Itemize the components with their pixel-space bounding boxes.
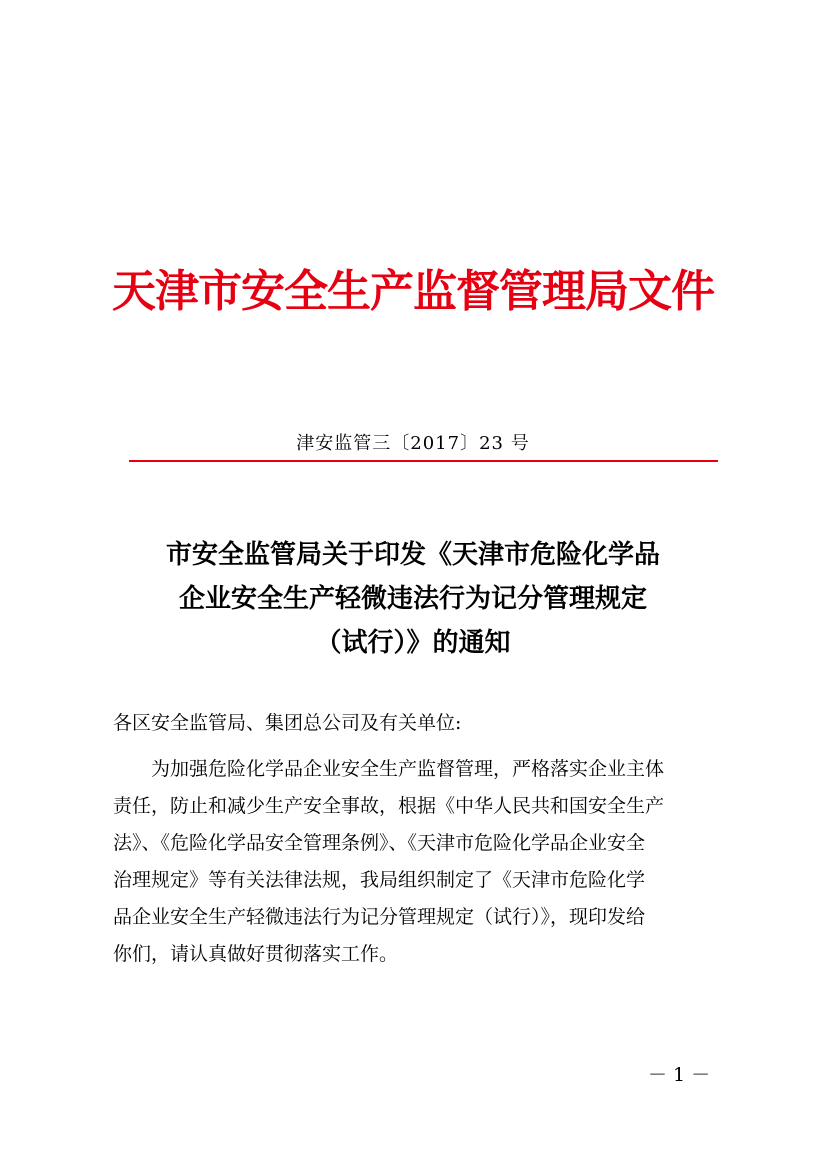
issuer-title: 天津市安全生产监督管理局文件 <box>112 266 714 317</box>
notice-title-line: 企业安全生产轻微违法行为记分管理规定 <box>178 584 647 614</box>
body-line: 为加强危险化学品企业安全生产监督管理，严格落实企业主体 <box>151 758 665 780</box>
notice-title-line: （试行）》的通知 <box>315 628 511 658</box>
red-divider-line <box>129 460 718 462</box>
salutation: 各区安全监管局、集团总公司及有关单位: <box>113 712 462 734</box>
body-line: 责任，防止和减少生产安全事故，根据《中华人民共和国安全生产 <box>113 795 665 817</box>
body-line: 你们，请认真做好贯彻落实工作。 <box>113 943 399 965</box>
body-line: 法》、《危险化学品安全管理条例》、《天津市危险化学品企业安全 <box>113 832 646 854</box>
notice-title <box>0 533 826 665</box>
notice-body <box>113 751 725 973</box>
body-line: 品企业安全生产轻微违法行为记分管理规定（试行）》，现印发给 <box>113 906 646 928</box>
body-line: 治理规定》等有关法律法规，我局组织制定了《天津市危险化学 <box>113 869 646 891</box>
notice-title-line: 市安全监管局关于印发《天津市危险化学品 <box>165 540 660 570</box>
page-number: － 1 － <box>648 1064 711 1086</box>
document-number: 津安监管三〔2017〕23 号 <box>296 433 530 454</box>
